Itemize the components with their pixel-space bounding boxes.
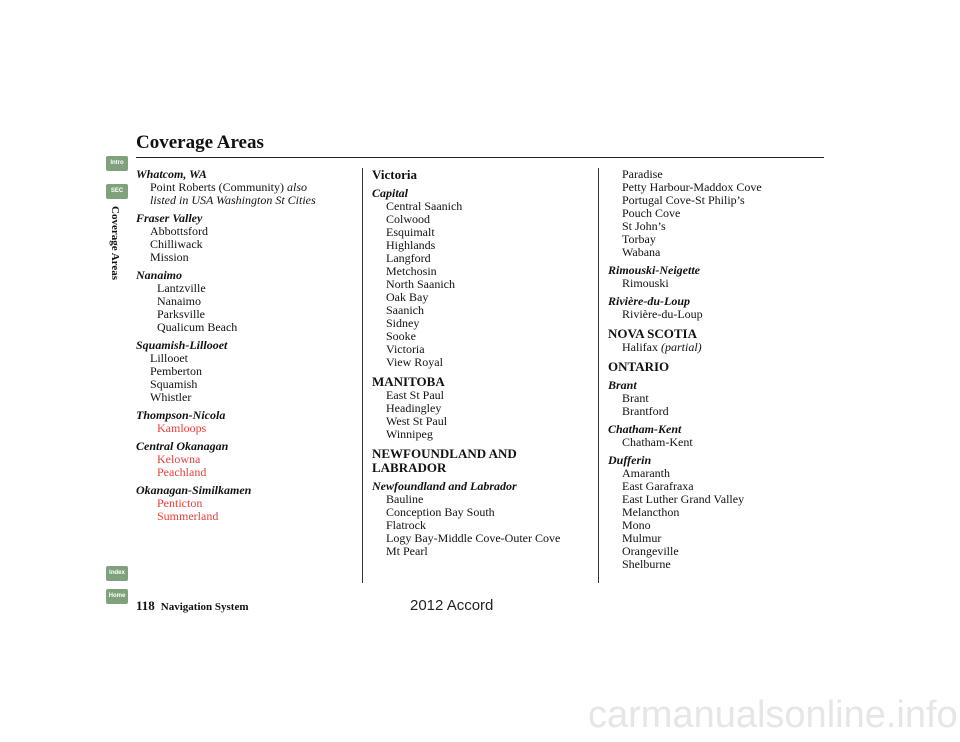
entry-text: Mono	[622, 518, 651, 532]
entry-text: Bauline	[386, 492, 424, 506]
section-side-label: Coverage Areas	[109, 206, 121, 281]
province-heading	[372, 375, 594, 389]
entry-text: Abbottsford	[150, 224, 208, 238]
entry-text: Amaranth	[622, 466, 670, 480]
page-number: 118	[136, 598, 155, 613]
province-heading	[372, 447, 594, 461]
city-item	[372, 428, 594, 441]
entry-text: Nanaimo	[157, 294, 201, 308]
entry-text: Whistler	[150, 390, 192, 404]
footer	[136, 598, 249, 614]
entry-text: Conception Bay South	[386, 505, 495, 519]
entry-text: Highlands	[386, 238, 436, 252]
entry-text: Sooke	[386, 329, 416, 343]
entry-text: Kelowna	[157, 452, 201, 466]
entry-text: Nanaimo	[136, 268, 183, 282]
entry-text: Shelburne	[622, 557, 671, 571]
entry-text: Paradise	[622, 167, 663, 181]
entry-text: Squamish-Lillooet	[136, 338, 228, 352]
entry-text: Colwood	[386, 212, 431, 226]
entry-text: Kamloops	[157, 421, 207, 435]
city-item	[136, 251, 358, 264]
entry-text: Metchosin	[386, 264, 437, 278]
entry-text: Rimouski-Neigette	[608, 263, 700, 277]
home-tab-button[interactable]: Home	[106, 589, 128, 604]
entry-text: Headingley	[386, 401, 442, 415]
city-item	[608, 277, 828, 290]
entry-text: Lillooet	[150, 351, 188, 365]
entry-text: East St Paul	[386, 388, 445, 402]
entry-text: Saanich	[386, 303, 424, 317]
entry-text: Wabana	[622, 245, 661, 259]
city-item	[136, 194, 358, 207]
model-watermark: 2012 Accord	[410, 597, 494, 614]
entry-text: Brant	[608, 378, 637, 392]
intro-tab-button[interactable]: Intro	[106, 156, 128, 171]
entry-text: NOVA SCOTIA	[608, 326, 697, 341]
city-item	[608, 341, 828, 354]
entry-text: Mt Pearl	[386, 544, 428, 558]
entry-text: Sidney	[386, 316, 420, 330]
city-item	[136, 391, 358, 404]
entry-text: Oak Bay	[386, 290, 429, 304]
entry-text: Mission	[150, 250, 189, 264]
city-item	[608, 308, 828, 321]
city-item	[136, 321, 358, 334]
city-item	[136, 510, 358, 523]
entry-text: ONTARIO	[608, 359, 670, 374]
city-item	[608, 558, 828, 571]
entry-text: Winnipeg	[386, 427, 433, 441]
entry-text: Fraser Valley	[136, 211, 203, 225]
entry-text: Flatrock	[386, 518, 426, 532]
sec-tab-button[interactable]: SEC	[106, 184, 128, 199]
entry-text: Portugal Cove-St Philip’s	[622, 193, 745, 207]
entry-text: Brant	[622, 391, 649, 405]
entry-text: LABRADOR	[372, 460, 447, 475]
city-item	[608, 405, 828, 418]
entry-text: Rimouski	[622, 276, 669, 290]
entry-text: Langford	[386, 251, 431, 265]
entry-text: Melancthon	[622, 505, 680, 519]
page-title: Coverage Areas	[136, 132, 264, 153]
entry-text: Pemberton	[150, 364, 202, 378]
entry-text: East Luther Grand Valley	[622, 492, 745, 506]
coverage-column-3	[608, 168, 828, 571]
entry-text: Lantzville	[157, 281, 206, 295]
entry-text: Squamish	[150, 377, 198, 391]
entry-text: Esquimalt	[386, 225, 435, 239]
entry-text: North Saanich	[386, 277, 455, 291]
column-divider	[362, 168, 363, 583]
province-heading	[608, 327, 828, 341]
entry-text: Chilliwack	[150, 237, 203, 251]
title-divider	[136, 157, 824, 158]
entry-text: MANITOBA	[372, 374, 445, 389]
entry-text: Logy Bay-Middle Cove-Outer Cove	[386, 531, 561, 545]
entry-note: (partial)	[660, 340, 702, 354]
entry-text: Rivière-du-Loup	[608, 294, 690, 308]
entry-text: Peachland	[157, 465, 207, 479]
index-tab-button[interactable]: Index	[106, 566, 128, 581]
province-heading	[372, 461, 594, 475]
entry-text: Victoria	[386, 342, 425, 356]
entry-text: Victoria	[372, 167, 417, 182]
city-item	[608, 246, 828, 259]
entry-text: Capital	[372, 186, 409, 200]
entry-text: Central Okanagan	[136, 439, 229, 453]
entry-text: NEWFOUNDLAND AND	[372, 446, 517, 461]
entry-text: Chatham-Kent	[608, 422, 682, 436]
province-heading	[372, 168, 594, 182]
entry-text: Parksville	[157, 307, 205, 321]
entry-text: Point Roberts (Community)	[150, 180, 285, 194]
entry-text: Okanagan-Similkamen	[136, 483, 252, 497]
entry-text: Rivière-du-Loup	[622, 307, 703, 321]
entry-text: Penticton	[157, 496, 203, 510]
city-item	[372, 356, 594, 369]
entry-text: Petty Harbour-Maddox Cove	[622, 180, 762, 194]
column-divider	[598, 168, 599, 583]
entry-text: Newfoundland and Labrador	[372, 479, 517, 493]
entry-text: Brantford	[622, 404, 669, 418]
entry-text: Qualicum Beach	[157, 320, 238, 334]
province-heading	[608, 360, 828, 374]
city-item	[372, 545, 594, 558]
site-watermark: carmanualsonline.info	[588, 694, 958, 736]
entry-text: Pouch Cove	[622, 206, 681, 220]
entry-text: Chatham-Kent	[622, 435, 693, 449]
coverage-column-1	[136, 168, 358, 523]
entry-text: Orangeville	[622, 544, 679, 558]
footer-section: Navigation System	[160, 601, 249, 613]
entry-text: Mulmur	[622, 531, 662, 545]
coverage-column-2	[372, 168, 594, 558]
entry-text: Dufferin	[608, 453, 652, 467]
entry-text: listed in USA Washington St Cities	[150, 193, 316, 207]
entry-text: View Royal	[386, 355, 443, 369]
city-item	[608, 436, 828, 449]
entry-text: West St Paul	[386, 414, 448, 428]
entry-text: Thompson-Nicola	[136, 408, 226, 422]
entry-text: East Garafraxa	[622, 479, 694, 493]
entry-text: Halifax	[622, 340, 658, 354]
entry-text: Whatcom, WA	[136, 167, 207, 181]
entry-text: Central Saanich	[386, 199, 463, 213]
city-item	[136, 466, 358, 479]
entry-text: St John’s	[622, 219, 666, 233]
city-item	[136, 422, 358, 435]
entry-text: Torbay	[622, 232, 656, 246]
entry-text: Summerland	[157, 509, 219, 523]
entry-note: also	[287, 180, 308, 194]
